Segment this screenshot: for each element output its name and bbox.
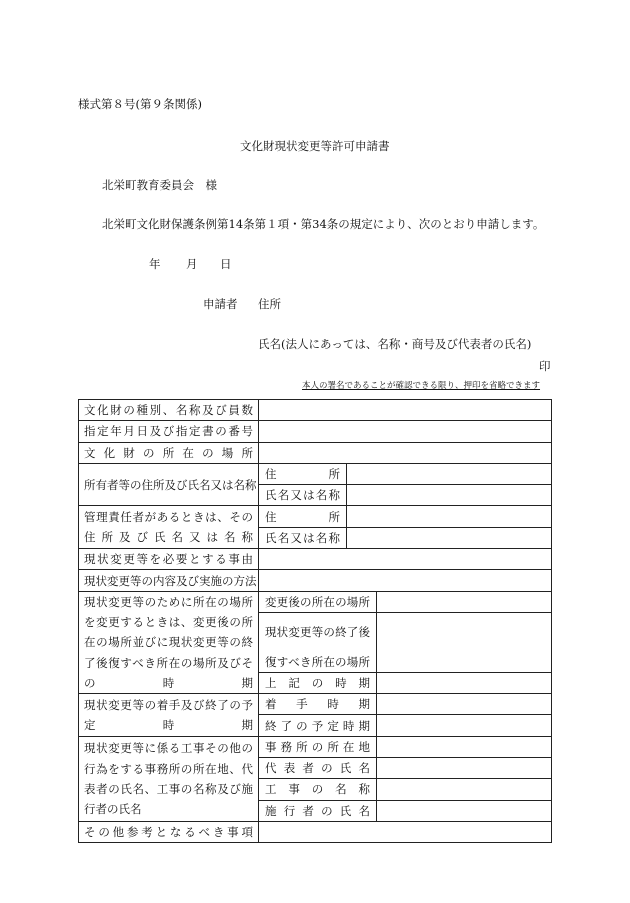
value-cell[interactable] — [377, 694, 552, 715]
sub-label-address: 住所 — [259, 506, 347, 527]
sub-label-executor: 施行者の氏名 — [259, 800, 377, 821]
row-label-relocation: 現状変更等のために所在の場所を変更するときは、変更後の所在の場所並びに現状変更等の終了後復すべき所在の場所及びその時期 — [79, 591, 259, 693]
sub-label-start: 着手時期 — [259, 694, 377, 715]
page-title: 文化財現状変更等許可申請書 — [240, 139, 390, 153]
seal-note: 本人の署名であることが確認できる限り、押印を省略できます — [302, 381, 541, 391]
name-label: 氏名(法人にあっては、名称・商号及び代表者の氏名) — [258, 337, 532, 351]
value-cell[interactable] — [377, 591, 552, 612]
sub-label-restore-2: 復すべき所在の場所 — [259, 652, 377, 673]
row-label-reason: 現状変更等を必要とする事由 — [79, 549, 259, 570]
table-row — [79, 442, 552, 463]
sub-label-restore-1: 現状変更等の終了後 — [259, 612, 377, 651]
value-cell[interactable] — [377, 672, 552, 693]
table-row — [79, 694, 552, 715]
row-label-other: その他参考となるべき事項 — [79, 821, 259, 842]
row-label-contractor: 現状変更等に係る工事その他の行為をする事務所の所在地、代表者の氏名、工事の名称及び施行者の氏名 — [79, 736, 259, 821]
addressee: 北栄町教育委員会 様 — [102, 178, 217, 192]
value-cell[interactable] — [259, 570, 552, 591]
body-text: 北栄町文化財保護条例第14条第１項・第34条の規定により、次のとおり申請します。 — [102, 217, 545, 231]
row-label-content: 現状変更等の内容及び実施の方法 — [79, 570, 259, 591]
table-row — [79, 821, 552, 842]
sub-label-address: 住所 — [259, 463, 347, 484]
value-cell[interactable] — [259, 442, 552, 463]
table-row — [79, 591, 552, 612]
seal-label: 印 — [539, 359, 551, 373]
table-row — [79, 506, 552, 527]
value-cell[interactable] — [377, 800, 552, 821]
table-row — [79, 400, 552, 421]
value-cell[interactable] — [377, 779, 552, 800]
date-year-label: 年 — [149, 257, 161, 271]
value-cell[interactable] — [377, 612, 552, 672]
sub-label-new-location: 変更後の所在の場所 — [259, 591, 377, 612]
sub-label-end: 終了の予定時期 — [259, 715, 377, 736]
row-label-location: 文化財の所在の場所 — [79, 442, 259, 463]
applicant-label: 申請者 — [203, 297, 238, 311]
value-cell[interactable] — [347, 485, 552, 506]
table-row — [79, 463, 552, 484]
value-cell[interactable] — [347, 463, 552, 484]
sub-label-name: 氏名又は名称 — [259, 485, 347, 506]
sub-label-representative: 代表者の氏名 — [259, 758, 377, 779]
value-cell[interactable] — [259, 821, 552, 842]
row-label-cultural-property: 文化財の種別、名称及び員数 — [79, 400, 259, 421]
row-label-manager: 管理責任者があるときは、その住所及び氏名又は名称 — [79, 506, 259, 549]
table-row — [79, 421, 552, 442]
date-month-label: 月 — [186, 257, 198, 271]
value-cell[interactable] — [377, 736, 552, 757]
sub-label-office: 事務所の所在地 — [259, 736, 377, 757]
value-cell[interactable] — [377, 715, 552, 736]
value-cell[interactable] — [259, 421, 552, 442]
value-cell[interactable] — [259, 549, 552, 570]
value-cell[interactable] — [259, 400, 552, 421]
value-cell[interactable] — [377, 758, 552, 779]
sub-label-name: 氏名又は名称 — [259, 527, 347, 548]
value-cell[interactable] — [347, 527, 552, 548]
form-number: 様式第８号(第９条関係) — [78, 97, 202, 111]
table-row — [79, 736, 552, 757]
row-label-owner: 所有者等の住所及び氏名又は名称 — [79, 463, 259, 506]
table-row — [79, 570, 552, 591]
table-row — [79, 549, 552, 570]
sub-label-time: 上記の時期 — [259, 672, 377, 693]
value-cell[interactable] — [347, 506, 552, 527]
address-label: 住所 — [258, 297, 281, 311]
row-label-schedule: 現状変更等の着手及び終了の予定時期 — [79, 694, 259, 737]
sub-label-work-name: 工事の名称 — [259, 779, 377, 800]
date-day-label: 日 — [220, 257, 232, 271]
row-label-designation: 指定年月日及び指定書の番号 — [79, 421, 259, 442]
application-table — [78, 399, 552, 843]
